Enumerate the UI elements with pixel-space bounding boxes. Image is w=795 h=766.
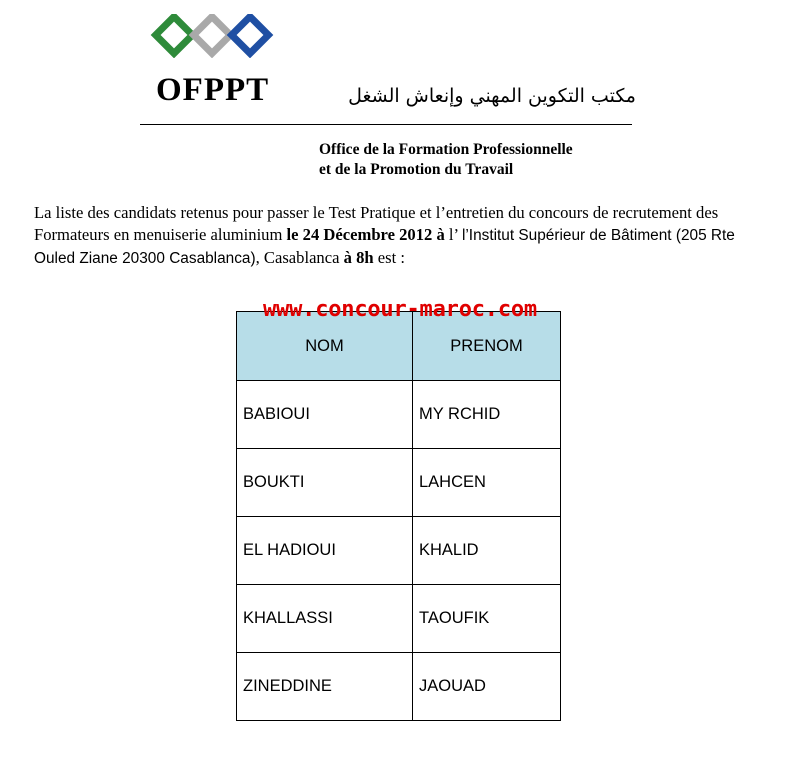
- cell-nom: BOUKTI: [237, 449, 413, 517]
- arabic-org-name: مكتب التكوين المهني وإنعاش الشغل: [348, 85, 636, 107]
- cell-nom: BABIOUI: [237, 381, 413, 449]
- intro-part-2: l’: [444, 225, 462, 244]
- table-row: [237, 585, 561, 653]
- cell-prenom: TAOUFIK: [413, 585, 561, 653]
- website-watermark: www.concour-maroc.com: [263, 297, 537, 322]
- intro-date: le 24 Décembre 2012 à: [286, 225, 445, 244]
- intro-venue: l’Institut Supérieur de Bâtiment (205 Rte Ouled Ziane 20300 Casablanca): [34, 227, 735, 267]
- header-divider: [140, 124, 632, 125]
- table-row: [237, 653, 561, 721]
- column-header-nom: NOM: [237, 312, 413, 381]
- office-line-1: Office de la Formation Professionnelle: [319, 141, 573, 158]
- intro-time: à 8h: [343, 248, 374, 267]
- intro-part-4: est :: [373, 248, 405, 267]
- table-row: [237, 449, 561, 517]
- intro-part-3: , Casablanca: [255, 248, 344, 267]
- cell-prenom: LAHCEN: [413, 449, 561, 517]
- logo-text: OFPPT: [156, 72, 270, 108]
- office-name: [319, 140, 573, 180]
- table-row: [237, 381, 561, 449]
- candidates-table: [236, 311, 561, 721]
- cell-prenom: KHALID: [413, 517, 561, 585]
- column-header-prenom: PRENOM: [413, 312, 561, 381]
- cell-nom: KHALLASSI: [237, 585, 413, 653]
- table-row: [237, 517, 561, 585]
- cell-prenom: MY RCHID: [413, 381, 561, 449]
- cell-nom: ZINEDDINE: [237, 653, 413, 721]
- office-line-2: et de la Promotion du Travail: [319, 161, 514, 178]
- cell-nom: EL HADIOUI: [237, 517, 413, 585]
- intro-paragraph: [34, 202, 779, 270]
- ofppt-logo-icon: [148, 14, 278, 58]
- intro-part-1: La liste des candidats retenus pour passer le Test Pratique et l’entretien du concours de recrutement des Formateurs en menuiserie aluminium: [34, 203, 719, 244]
- cell-prenom: JAOUAD: [413, 653, 561, 721]
